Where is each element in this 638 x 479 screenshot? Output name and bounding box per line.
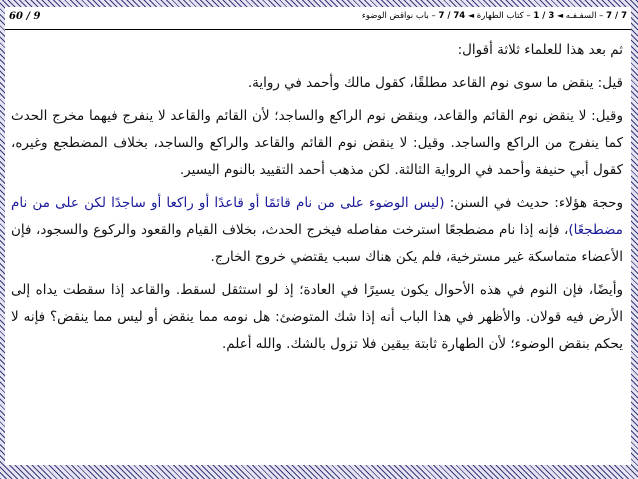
paragraph-first-opinion: قيل: ينقض ما سوى نوم القاعد مطلقًا، كقول مالك وأحمد في رواية. (247, 75, 623, 91)
paragraph-conclusion: وأيضًا، فإن النوم في هذه الأحوال يكون يسيرًا في العادة؛ إذ لو استثقل لسقط. والقاعد إذا سقطت يداه إلى الأرض فيه قولان. والأظهر في هذا الباب أنه إذا شك المتوضئ: هل نومه مما ينقض أو ليس مما ينقض؟ فإنه لا يحكم بنقض الوضوء؛ لأن الطهارة ثابتة بيقين فلا تزول بالشك. والله أعلم. (11, 282, 623, 352)
evidence-explanation: ، فإنه إذا نام مضطجعًا استرخت مفاصله فيخرج الحدث، بخلاف القيام والقعود والركوع والسجود، فإن الأعضاء متماسكة غير مسترخية، فلم يكن هناك سبب يقتضي خروج الخارج. (11, 222, 623, 265)
paragraph-intro: ثم بعد هذا للعلماء ثلاثة أقوال: (457, 42, 623, 58)
breadcrumb-separator: – (526, 11, 531, 21)
breadcrumb-num-2: 3 / 1 (533, 11, 555, 21)
breadcrumb-separator: – (431, 11, 436, 21)
breadcrumb (362, 11, 627, 21)
arrow-left-icon: ◄ (467, 11, 475, 20)
page-header (5, 7, 631, 30)
page-body (11, 37, 623, 364)
arrow-left-icon: ◄ (556, 11, 564, 20)
hadith-quote: (ليس الوضوء على من نام قائمًا أو قاعدًا أو راكعا أو ساجدًا لكن على من نام مضطجعًا) (11, 195, 623, 238)
breadcrumb-num-3: 74 / 7 (438, 11, 466, 21)
breadcrumb-separator: – (599, 11, 604, 21)
paragraph-second-third-opinions: وقيل: لا ينقض نوم القائم والقاعد، وينقض نوم الراكع والساجد؛ لأن القائم والقاعد لا ينفرج فيهما مخرج الحدث كما ينفرج من الراكع والساجد. وقيل: لا ينقض نوم القائم والقاعد والراكع والساجد، بخلاف المضطجع وغيره، كقول أبي حنيفة وأحمد في الرواية الثالثة. لكن مذهب أحمد التقييد بالنوم اليسير. (11, 108, 623, 178)
breadcrumb-item-3[interactable]: باب نواقض الوضوء (361, 11, 429, 21)
breadcrumb-item-2[interactable]: كتاب الطهارة (476, 11, 524, 21)
breadcrumb-num-1: 7 / 7 (606, 11, 627, 21)
evidence-intro: وحجة هؤلاء: حديث في السنن: (444, 195, 623, 211)
page-indicator: 60 / 9 (9, 11, 41, 22)
breadcrumb-item-1[interactable]: السفـفـه (565, 11, 597, 21)
page-panel (5, 7, 631, 465)
paragraph-evidence (11, 190, 623, 271)
